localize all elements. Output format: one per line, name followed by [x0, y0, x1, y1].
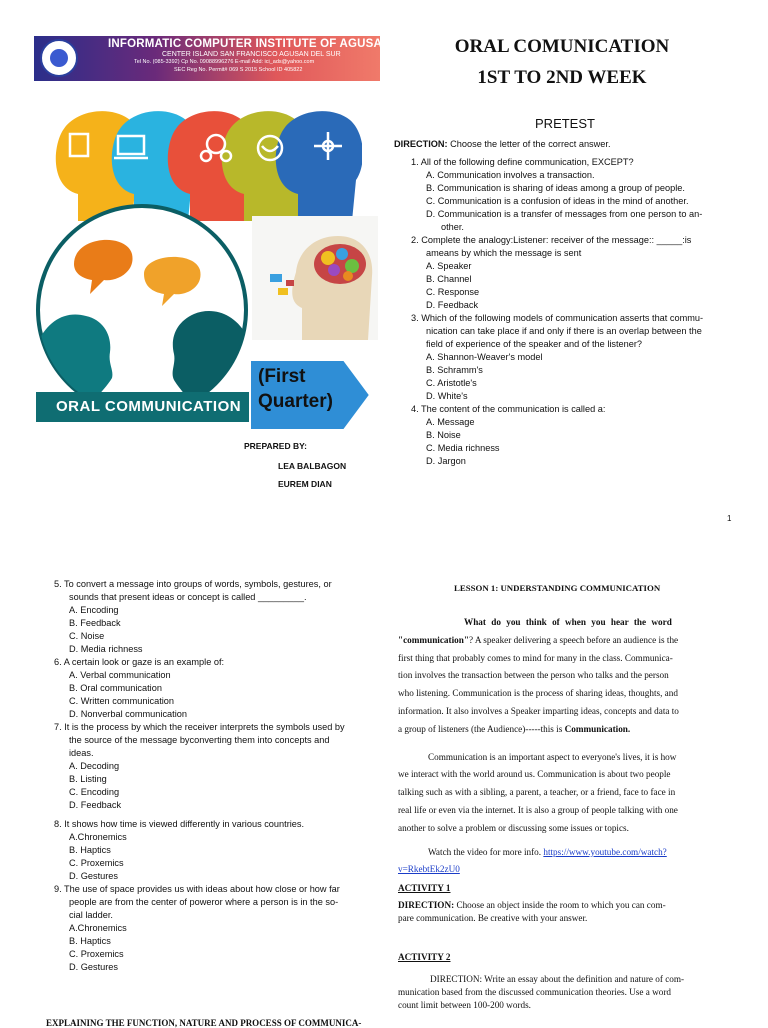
prepared-by-label: PREPARED BY:: [244, 441, 307, 451]
q5-option-b: B. Feedback: [69, 618, 121, 628]
question-5-cont: sounds that present ideas or concept is called _________.: [69, 592, 307, 602]
activity-2-heading: ACTIVITY 2: [398, 952, 451, 962]
question-8: 8. It shows how time is viewed differently in various countries.: [54, 819, 305, 829]
q4-option-a: A. Message: [426, 417, 475, 427]
question-9-cont1: people are from the center of poweror where a person is in the so-: [69, 897, 339, 907]
lesson-p2-line1: Communication is an important aspect to everyone's lives, it is how: [428, 751, 677, 762]
activity-2-line1: DIRECTION: Write an essay about the definition and nature of com-: [430, 974, 685, 984]
q3-option-a: A. Shannon-Weaver's model: [426, 352, 543, 362]
lesson-heading: LESSON 1: UNDERSTANDING COMMUNICATION: [454, 583, 661, 593]
section-heading-cut: EXPLAINING THE FUNCTION, NATURE AND PROCESS OF COMMUNICA-: [46, 1018, 362, 1028]
q2-option-d: D. Feedback: [426, 300, 479, 310]
q4-option-d: D. Jargon: [426, 456, 466, 466]
activity-1-line2: pare communication. Be creative with your answer.: [398, 913, 588, 923]
pretest-heading: PRETEST: [535, 116, 595, 131]
lesson-p1-line1: What do you think of when you hear the word: [464, 617, 672, 627]
lesson-p2-line4: real life or even via the internet. It is also a group of people talking with one: [398, 804, 678, 815]
q3-option-c: C. Aristotle's: [426, 378, 477, 388]
activity-1-line1: Choose an object inside the room to which you can com-: [454, 900, 666, 910]
q1-option-b: B. Communication is sharing of ideas among a group of people.: [426, 183, 685, 193]
school-banner: [34, 36, 446, 81]
term-communication-bold: Communication.: [564, 723, 631, 734]
lesson-p1-line5: who listening. Communication is the process of sharing ideas, thoughts, and: [398, 688, 678, 699]
quarter-line1: (First: [258, 366, 306, 387]
q1-option-c: C. Communication is a confusion of ideas in the mind of another.: [426, 196, 689, 206]
page-title-line1: ORAL COMUNICATION: [454, 36, 670, 57]
question-3: 3. Which of the following models of communication asserts that commu-: [411, 313, 704, 323]
activity-2-line3: count limit between 100-200 words.: [398, 1000, 531, 1010]
q7-option-b: B. Listing: [69, 774, 107, 784]
page-number: 1: [727, 514, 732, 523]
question-3-cont1: nication can take place if and only if there is an overlap between the: [426, 326, 702, 336]
school-name: INFORMATIC COMPUTER INSTITUTE OF AGUSAN DEL SUR: [108, 38, 446, 50]
q2-option-b: B. Channel: [426, 274, 472, 284]
q6-option-a: A. Verbal communication: [69, 670, 171, 680]
cover-label-bar: [36, 392, 262, 422]
author-name-1: LEA BALBAGON: [278, 461, 347, 471]
quarter-label: [258, 364, 333, 414]
lesson-p3-line1: [398, 844, 728, 862]
lesson-p2-line3: talking such as with a sibling, a parent, a teacher, or a friend, face to face in: [398, 787, 676, 798]
lesson-p2-line2: we interact with the world around us. Communication is about two people: [398, 769, 671, 780]
author-name-2: EUREM DIAN: [278, 479, 332, 489]
lesson-p1-line7: [398, 721, 728, 739]
pretest-direction: [394, 138, 611, 151]
lesson-p1-line2: [398, 632, 728, 650]
q6-option-d: D. Nonverbal communication: [69, 709, 187, 719]
q7-option-d: D. Feedback: [69, 800, 122, 810]
activity-1-direction: [398, 899, 666, 925]
q9-option-b: B. Haptics: [69, 936, 111, 946]
lesson-p1-line7-text: a group of listeners (the Audience)-----this is: [398, 723, 565, 734]
school-contact: Tel No. (085-3392) Cp No. 09088996276 E-mail Add: ici_ads@yahoo.com: [134, 59, 315, 65]
question-7-cont1: the source of the message byconverting them into concepts and: [69, 735, 330, 745]
q1-option-d: D. Communication is a transfer of messages from one person to an-: [426, 209, 703, 219]
question-4: 4. The content of the communication is called a:: [411, 404, 606, 414]
lesson-p1-line4: tion involves the transaction between the person who talks and the person: [398, 670, 669, 681]
q5-option-d: D. Media richness: [69, 644, 143, 654]
q8-option-c: C. Proxemics: [69, 858, 124, 868]
lesson-body: [398, 614, 728, 879]
q1-option-a: A. Communication involves a transaction.: [426, 170, 595, 180]
q6-option-b: B. Oral communication: [69, 683, 162, 693]
lesson-p1-line3: first thing that probably comes to mind for many in the class. Communica-: [398, 652, 673, 663]
q9-option-d: D. Gestures: [69, 962, 119, 972]
question-3-cont2: field of experience of the speaker and of the listener?: [426, 339, 643, 349]
q1-option-d-cont: other.: [441, 222, 464, 232]
q9-option-a: A.Chronemics: [69, 923, 127, 933]
school-logo-icon: [40, 39, 78, 77]
q3-option-d: D. White's: [426, 391, 468, 401]
question-7-cont2: ideas.: [69, 748, 94, 758]
q8-option-d: D. Gestures: [69, 871, 119, 881]
direction-label: DIRECTION:: [394, 139, 448, 149]
question-2-cont: ameans by which the message is sent: [426, 248, 582, 258]
q9-option-c: C. Proxemics: [69, 949, 124, 959]
q8-option-b: B. Haptics: [69, 845, 111, 855]
question-7: 7. It is the process by which the receiver interprets the symbols used by: [54, 722, 345, 732]
lesson-p3-line2: [398, 861, 728, 879]
q3-option-b: B. Schramm's: [426, 365, 483, 375]
q2-option-c: C. Response: [426, 287, 480, 297]
question-5: 5. To convert a message into groups of words, symbols, gestures, or: [54, 579, 332, 589]
question-2: 2. Complete the analogy:Listener: receiver of the message:: _____:is: [411, 235, 692, 245]
cover-label: ORAL COMMUNICATION: [56, 398, 242, 415]
question-9-cont2: cial ladder.: [69, 910, 113, 920]
question-1: 1. All of the following define communication, EXCEPT?: [411, 157, 634, 167]
lesson-p1-line6: information. It also involves a Speaker imparting ideas, concepts and data to: [398, 705, 679, 716]
video-link-cont[interactable]: v=RkebtEk2zU0: [398, 864, 460, 875]
q7-option-a: A. Decoding: [69, 761, 120, 771]
school-address: CENTER ISLAND SAN FRANCISCO AGUSAN DEL SUR: [162, 51, 341, 58]
q5-option-a: A. Encoding: [69, 605, 119, 615]
school-permit: SEC Reg No. Permit# 069 S 2015 School ID 405822: [174, 67, 303, 73]
q4-option-b: B. Noise: [426, 430, 461, 440]
lesson-p1-line2-text: ? A speaker delivering a speech before an audience is the: [468, 634, 679, 645]
q8-option-a: A.Chronemics: [69, 832, 127, 842]
q5-option-c: C. Noise: [69, 631, 105, 641]
lesson-p2-line5: another to solve a problem or discussing some issues or topics.: [398, 822, 629, 833]
q7-option-c: C. Encoding: [69, 787, 120, 797]
activity-2-direction: [398, 973, 684, 1012]
activity-1-direction-label: DIRECTION:: [398, 900, 455, 910]
activity-2-line2: munication based from the discussed communication theories. Use a word: [398, 987, 672, 997]
term-communication: "communication": [398, 634, 469, 645]
q2-option-a: A. Speaker: [426, 261, 472, 271]
direction-text: Choose the letter of the correct answer.: [447, 139, 611, 149]
question-6: 6. A certain look or gaze is an example of:: [54, 657, 225, 667]
quarter-line2: Quarter): [258, 391, 333, 412]
thinking-head-image: [252, 216, 378, 340]
q4-option-c: C. Media richness: [426, 443, 500, 453]
video-text: Watch the video for more info.: [428, 846, 544, 857]
q6-option-c: C. Written communication: [69, 696, 175, 706]
question-9: 9. The use of space provides us with ideas about how close or how far: [54, 884, 340, 894]
page-title-line2: 1ST TO 2ND WEEK: [477, 67, 647, 88]
video-link[interactable]: https://www.youtube.com/watch?: [543, 846, 667, 857]
activity-1-heading: ACTIVITY 1: [398, 883, 451, 893]
